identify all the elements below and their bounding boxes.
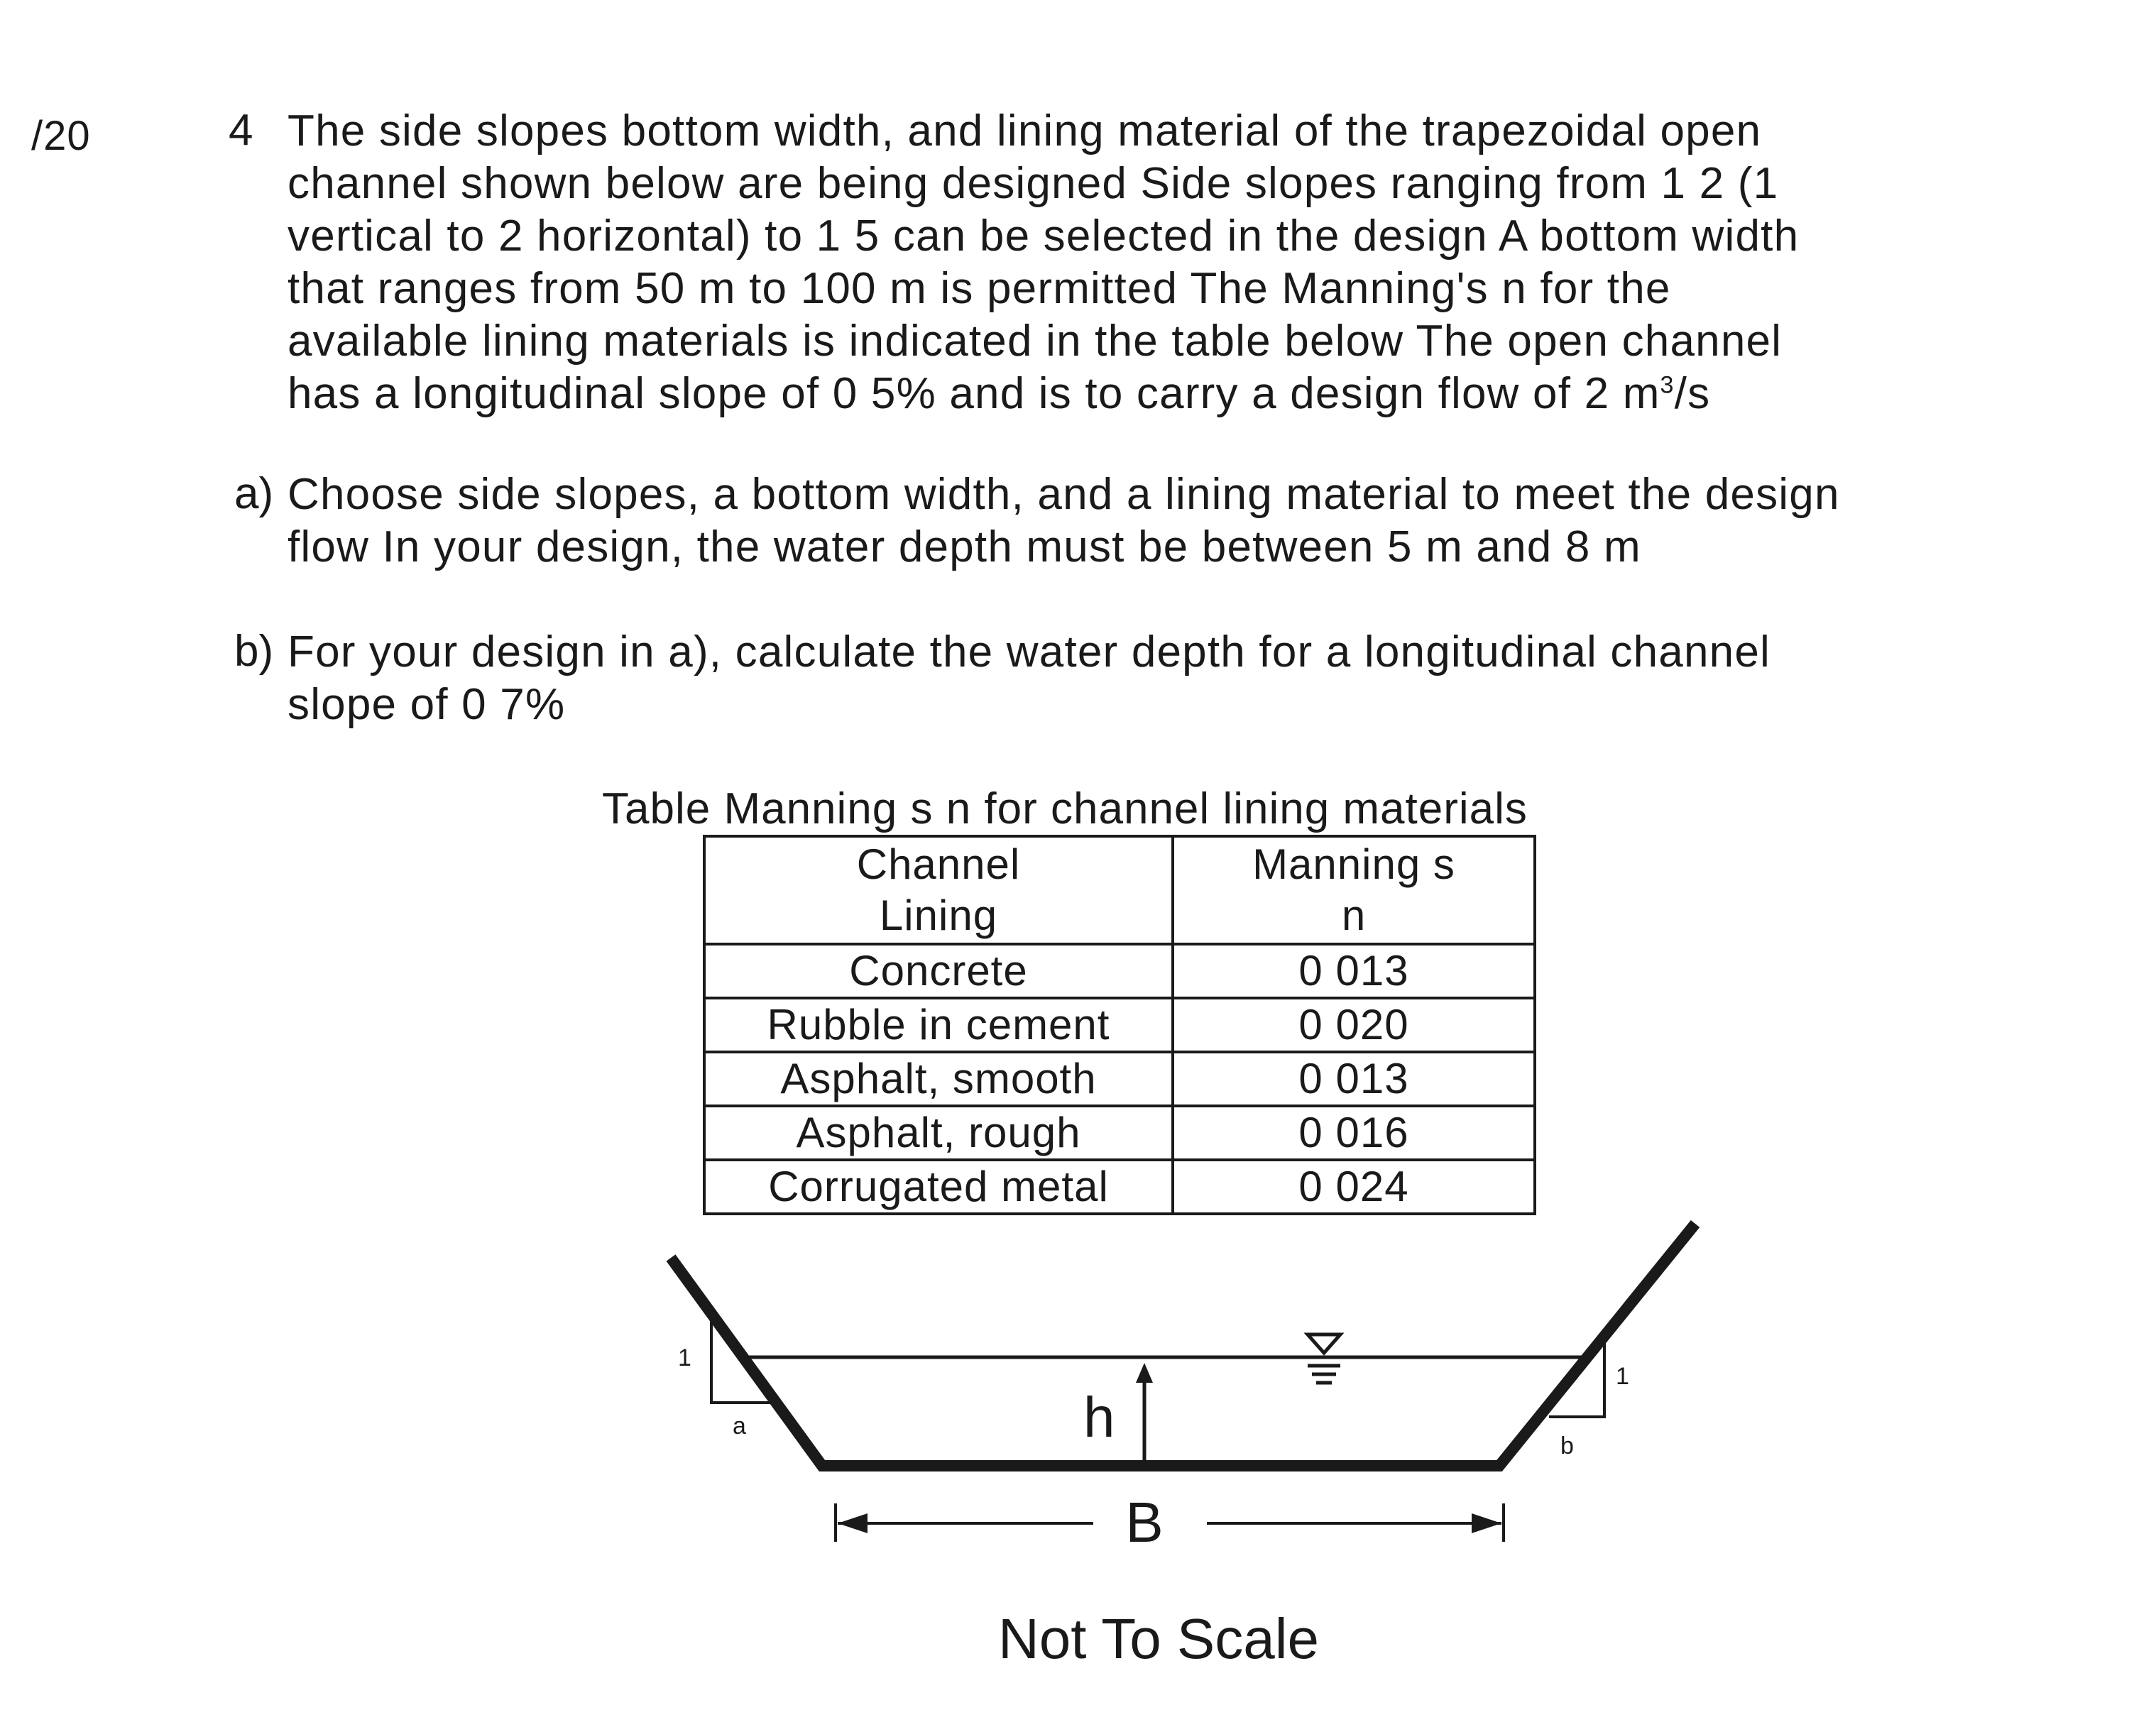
intro-line: available lining materials is indicated in the table below The open channel [288,317,1783,366]
header-text: n [1341,892,1367,939]
depth-arrow-head [1136,1363,1153,1383]
n-cell: 0 020 [1173,998,1535,1052]
part-b-label: b) [234,627,274,676]
lining-cell: Concrete [704,944,1173,998]
marks-label: /20 [31,113,91,159]
intro-line: channel shown below are being designed Side slopes ranging from 1 2 (1 [288,159,1779,208]
n-cell: 0 013 [1173,1052,1535,1106]
header-text: Manning s [1252,840,1455,888]
part-b-line: For your design in a), calculate the water depth for a longitudinal channel [288,627,1771,676]
header-text: Lining [879,892,998,939]
header-text: Channel [856,840,1021,888]
width-label: B [1125,1491,1164,1554]
lining-cell: Asphalt, rough [704,1106,1173,1160]
width-arrow-right [1472,1513,1501,1533]
part-b-line: slope of 0 7% [288,680,566,729]
intro-line: The side slopes bottom width, and lining material of the trapezoidal open [288,106,1762,155]
part-a-line: flow In your design, the water depth must be between 5 m and 8 m [288,522,1641,571]
left-slope-horizontal-label: a [733,1413,746,1440]
part-a-label: a) [234,469,274,518]
table-caption: Table Manning s n for channel lining materials [602,784,1528,833]
superscript: 3 [1660,371,1675,399]
lining-cell: Rubble in cement [704,998,1173,1052]
depth-label: h [1083,1386,1115,1449]
lining-cell: Corrugated metal [704,1160,1173,1214]
n-cell: 0 016 [1173,1106,1535,1160]
part-a-line: Choose side slopes, a bottom width, and a lining material to meet the design [288,470,1840,519]
lining-cell: Asphalt, smooth [704,1052,1173,1106]
intro-unit: /s [1674,369,1711,418]
channel-outline [671,1224,1695,1466]
right-slope-vertical-label: 1 [1616,1363,1629,1390]
intro-line: that ranges from 50 m to 100 m is permitted The Manning's n for the [288,264,1671,313]
question-number: 4 [229,106,253,155]
width-arrow-left [838,1513,868,1533]
intro-line: vertical to 2 horizontal) to 1 5 can be selected in the design A bottom width [288,212,1800,261]
intro-text: has a longitudinal slope of 0 5% and is to carry a design flow of 2 m [288,369,1660,418]
n-cell: 0 013 [1173,944,1535,998]
not-to-scale-note: Not To Scale [997,1607,1320,1670]
n-cell: 0 024 [1173,1160,1535,1214]
right-slope-horizontal-label: b [1560,1432,1574,1459]
left-slope-vertical-label: 1 [678,1344,691,1371]
